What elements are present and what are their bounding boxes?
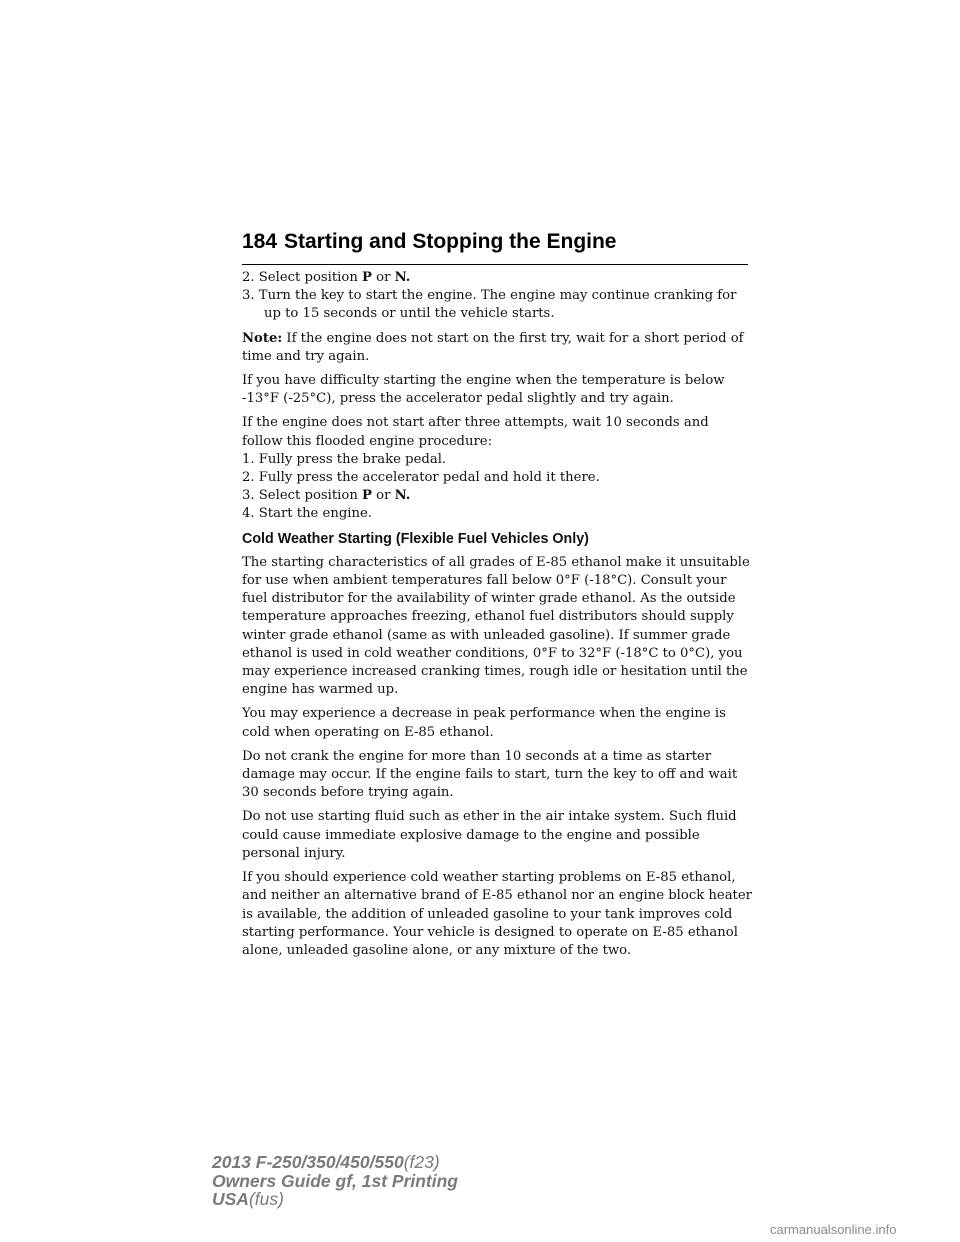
footer-line-model (212, 1153, 458, 1172)
page-number: 184 (242, 230, 278, 253)
subheading-cold-weather: Cold Weather Starting (Flexible Fuel Vehicles Only) (242, 530, 589, 547)
flood-intro: If the engine does not start after three attempts, wait 10 seconds and follow this flooded engine procedure: (242, 415, 709, 449)
note-text: If the engine does not start on the first try, wait for a short period of time and try again. (242, 330, 744, 364)
page-body (242, 269, 752, 966)
gear-p: P (362, 270, 372, 285)
crank-paragraph: Do not crank the engine for more than 10 seconds at a time as starter damage may occur. If the engine fails to start, turn the key to off and wait 30 seconds before trying again. (242, 748, 738, 801)
footer-line-guide: Owners Guide gf, 1st Printing (212, 1170, 458, 1191)
gear-p: P (362, 488, 372, 504)
flood-step-3 (242, 487, 752, 505)
step-text: 2. Select position (242, 270, 363, 285)
starting-fluid-paragraph: Do not use starting fluid such as ether in the air intake system. Such fluid could cause immediate explosive damage to the engine and possible personal injury. (242, 809, 737, 861)
page-header (242, 230, 748, 265)
step-turn-key: 3. Turn the key to start the engine. The engine may continue cranking for up to 15 seconds or until the vehicle starts. (242, 288, 737, 322)
step-or: or (371, 270, 395, 285)
note-label: Note: (242, 330, 283, 346)
note-paragraph (242, 330, 752, 366)
e85-paragraph: The starting characteristics of all grades of E-85 ethanol make it unsuitable for use when ambient temperatures fall below 0°F (-18°C). Consult your fuel distributor for the availability of winter grade ethanol. As the outside temperature approaches freezing, ethanol fuel distributors should supply winter grade ethanol (same as with unleaded gasoline). If summer grade ethanol is used in cold weather conditions, 0°F to 32°F (-18°C to 0°C), you may experience increased cranking times, rough idle or hesitation until the engine has warmed up. (242, 554, 750, 698)
footer-market: USA (212, 1189, 249, 1209)
flood-procedure (242, 414, 752, 523)
gear-n: N. (394, 488, 411, 504)
step-select-position (242, 269, 752, 287)
watermark: carmanualsonline.info (770, 1222, 897, 1237)
cold-problems-paragraph: If you should experience cold weather starting problems on E-85 ethanol, and neither an alternative brand of E-85 ethanol nor an engine block heater is available, the addition of unleaded gasoline to your tank improves cold starting performance. Your vehicle is designed to operate on E-85 ethanol alone, unleaded gasoline alone, or any mixture of the two. (242, 870, 752, 958)
step-text: 3. Select position (242, 488, 363, 504)
footer-model: 2013 F-250/350/450/550 (212, 1152, 404, 1172)
section-title: Starting and Stopping the Engine (284, 230, 617, 253)
page-footer (212, 1153, 458, 1209)
footer-line-market (212, 1190, 458, 1209)
flood-step-2: 2. Fully press the accelerator pedal and hold it there. (242, 470, 600, 486)
footer-model-code: (f23) (403, 1152, 440, 1172)
cold-temp-paragraph: If you have difficulty starting the engine when the temperature is below -13°F (-25°C), press the accelerator pedal slightly and try again. (242, 373, 725, 407)
flood-step-4: 4. Start the engine. (242, 506, 373, 522)
flood-step-1: 1. Fully press the brake pedal. (242, 451, 447, 467)
performance-paragraph: You may experience a decrease in peak performance when the engine is cold when operating on E-85 ethanol. (242, 706, 726, 740)
footer-market-code: (fus) (248, 1189, 284, 1209)
step-or: or (371, 488, 395, 504)
gear-n: N. (394, 270, 411, 285)
